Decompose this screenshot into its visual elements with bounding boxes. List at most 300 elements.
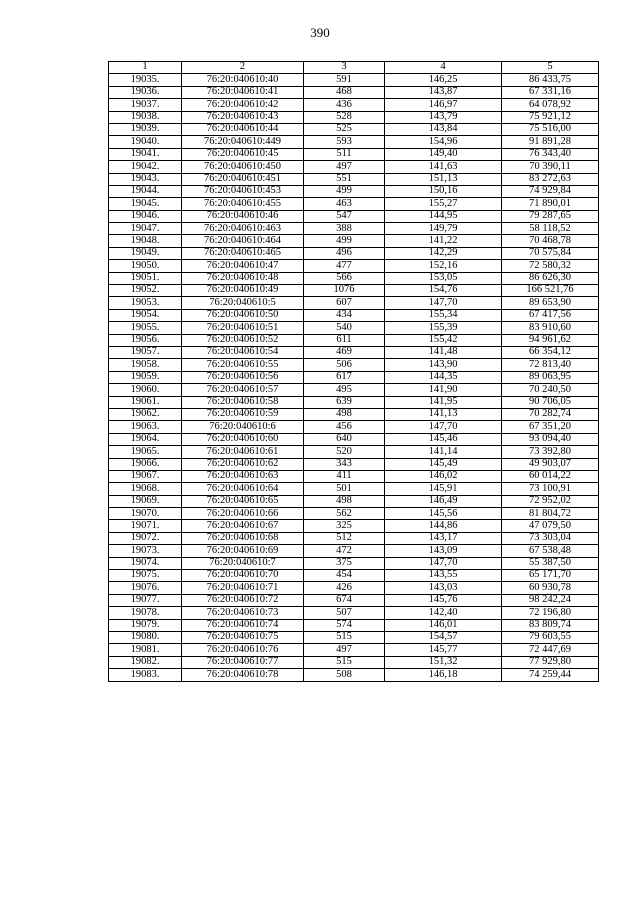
- rate-cell: 151,13: [385, 173, 502, 185]
- cadastral-number-cell: 76:20:040610:453: [182, 185, 304, 197]
- area-cell: 639: [304, 396, 385, 408]
- cadastral-number-cell: 76:20:040610:455: [182, 198, 304, 210]
- table-row: [109, 644, 599, 656]
- rate-cell: 155,27: [385, 198, 502, 210]
- table-row: [109, 520, 599, 532]
- value-cell: 70 390,11: [502, 161, 599, 173]
- rate-cell: 141,48: [385, 346, 502, 358]
- rate-cell: 152,16: [385, 260, 502, 272]
- row-number-cell: 19074.: [109, 557, 182, 569]
- cadastral-number-cell: 76:20:040610:77: [182, 656, 304, 668]
- table-row: [109, 334, 599, 346]
- row-number-cell: 19035.: [109, 74, 182, 86]
- cadastral-number-cell: 76:20:040610:64: [182, 483, 304, 495]
- column-header: 3: [304, 62, 385, 74]
- cadastral-number-cell: 76:20:040610:61: [182, 446, 304, 458]
- area-cell: 515: [304, 631, 385, 643]
- cadastral-number-cell: 76:20:040610:60: [182, 433, 304, 445]
- row-number-cell: 19055.: [109, 322, 182, 334]
- table-row: [109, 656, 599, 668]
- row-number-cell: 19080.: [109, 631, 182, 643]
- value-cell: 83 272,63: [502, 173, 599, 185]
- table-row: [109, 285, 599, 297]
- rate-cell: 154,57: [385, 631, 502, 643]
- area-cell: 456: [304, 421, 385, 433]
- rate-cell: 147,70: [385, 421, 502, 433]
- table-row: [109, 173, 599, 185]
- table-row: [109, 607, 599, 619]
- cadastral-number-cell: 76:20:040610:72: [182, 594, 304, 606]
- rate-cell: 146,01: [385, 619, 502, 631]
- cadastral-number-cell: 76:20:040610:58: [182, 396, 304, 408]
- value-cell: 72 196,80: [502, 607, 599, 619]
- value-cell: 73 303,04: [502, 532, 599, 544]
- value-cell: 72 813,40: [502, 359, 599, 371]
- value-cell: 55 387,50: [502, 557, 599, 569]
- value-cell: 49 903,07: [502, 458, 599, 470]
- value-cell: 81 804,72: [502, 508, 599, 520]
- table-row: [109, 297, 599, 309]
- rate-cell: 150,16: [385, 185, 502, 197]
- value-cell: 89 063,95: [502, 371, 599, 383]
- table-row: [109, 631, 599, 643]
- row-number-cell: 19076.: [109, 582, 182, 594]
- area-cell: 469: [304, 346, 385, 358]
- rate-cell: 141,22: [385, 235, 502, 247]
- table-row: [109, 74, 599, 86]
- table-row: [109, 495, 599, 507]
- value-cell: 83 910,60: [502, 322, 599, 334]
- rate-cell: 143,84: [385, 123, 502, 135]
- area-cell: 499: [304, 235, 385, 247]
- table-row: [109, 433, 599, 445]
- rate-cell: 154,96: [385, 136, 502, 148]
- cadastral-number-cell: 76:20:040610:45: [182, 148, 304, 160]
- area-cell: 593: [304, 136, 385, 148]
- table-row: [109, 470, 599, 482]
- value-cell: 79 287,65: [502, 210, 599, 222]
- row-number-cell: 19072.: [109, 532, 182, 544]
- table-row: [109, 508, 599, 520]
- row-number-cell: 19044.: [109, 185, 182, 197]
- area-cell: 497: [304, 644, 385, 656]
- rate-cell: 154,76: [385, 285, 502, 297]
- row-number-cell: 19056.: [109, 334, 182, 346]
- row-number-cell: 19048.: [109, 235, 182, 247]
- cadastral-number-cell: 76:20:040610:70: [182, 570, 304, 582]
- row-number-cell: 19041.: [109, 148, 182, 160]
- area-cell: 562: [304, 508, 385, 520]
- row-number-cell: 19064.: [109, 433, 182, 445]
- table-row: [109, 570, 599, 582]
- row-number-cell: 19070.: [109, 508, 182, 520]
- row-number-cell: 19057.: [109, 346, 182, 358]
- value-cell: 67 351,20: [502, 421, 599, 433]
- rate-cell: 143,90: [385, 359, 502, 371]
- value-cell: 67 331,16: [502, 86, 599, 98]
- column-header: 5: [502, 62, 599, 74]
- rate-cell: 143,87: [385, 86, 502, 98]
- row-number-cell: 19037.: [109, 99, 182, 111]
- table-row: [109, 272, 599, 284]
- value-cell: 90 706,05: [502, 396, 599, 408]
- value-cell: 65 171,70: [502, 570, 599, 582]
- rate-cell: 144,95: [385, 210, 502, 222]
- rate-cell: 143,79: [385, 111, 502, 123]
- rate-cell: 153,05: [385, 272, 502, 284]
- table-row: [109, 359, 599, 371]
- table-row: [109, 483, 599, 495]
- value-cell: 86 626,30: [502, 272, 599, 284]
- area-cell: 477: [304, 260, 385, 272]
- cadastral-number-cell: 76:20:040610:74: [182, 619, 304, 631]
- table-row: [109, 123, 599, 135]
- rate-cell: 145,77: [385, 644, 502, 656]
- data-table: [108, 61, 599, 682]
- area-cell: 528: [304, 111, 385, 123]
- value-cell: 94 961,62: [502, 334, 599, 346]
- cadastral-number-cell: 76:20:040610:75: [182, 631, 304, 643]
- table-row: [109, 396, 599, 408]
- table-row: [109, 619, 599, 631]
- column-header: 4: [385, 62, 502, 74]
- table-row: [109, 582, 599, 594]
- cadastral-number-cell: 76:20:040610:47: [182, 260, 304, 272]
- cadastral-number-cell: 76:20:040610:71: [182, 582, 304, 594]
- cadastral-number-cell: 76:20:040610:6: [182, 421, 304, 433]
- row-number-cell: 19038.: [109, 111, 182, 123]
- rate-cell: 143,03: [385, 582, 502, 594]
- table-row: [109, 371, 599, 383]
- cadastral-number-cell: 76:20:040610:40: [182, 74, 304, 86]
- area-cell: 411: [304, 470, 385, 482]
- area-cell: 498: [304, 495, 385, 507]
- value-cell: 166 521,76: [502, 285, 599, 297]
- value-cell: 72 447,69: [502, 644, 599, 656]
- rate-cell: 146,49: [385, 495, 502, 507]
- table-row: [109, 99, 599, 111]
- cadastral-number-cell: 76:20:040610:5: [182, 297, 304, 309]
- rate-cell: 143,55: [385, 570, 502, 582]
- cadastral-number-cell: 76:20:040610:56: [182, 371, 304, 383]
- value-cell: 79 603,55: [502, 631, 599, 643]
- value-cell: 72 952,02: [502, 495, 599, 507]
- cadastral-number-cell: 76:20:040610:49: [182, 285, 304, 297]
- row-number-cell: 19053.: [109, 297, 182, 309]
- rate-cell: 145,76: [385, 594, 502, 606]
- row-number-cell: 19071.: [109, 520, 182, 532]
- table-row: [109, 408, 599, 420]
- row-number-cell: 19045.: [109, 198, 182, 210]
- area-cell: 607: [304, 297, 385, 309]
- area-cell: 501: [304, 483, 385, 495]
- area-cell: 495: [304, 384, 385, 396]
- row-number-cell: 19058.: [109, 359, 182, 371]
- row-number-cell: 19036.: [109, 86, 182, 98]
- value-cell: 74 259,44: [502, 669, 599, 681]
- rate-cell: 145,46: [385, 433, 502, 445]
- rate-cell: 146,18: [385, 669, 502, 681]
- rate-cell: 141,63: [385, 161, 502, 173]
- cadastral-number-cell: 76:20:040610:41: [182, 86, 304, 98]
- area-cell: 388: [304, 223, 385, 235]
- row-number-cell: 19050.: [109, 260, 182, 272]
- row-number-cell: 19067.: [109, 470, 182, 482]
- cadastral-number-cell: 76:20:040610:63: [182, 470, 304, 482]
- area-cell: 512: [304, 532, 385, 544]
- rate-cell: 142,29: [385, 247, 502, 259]
- rate-cell: 146,97: [385, 99, 502, 111]
- value-cell: 70 282,74: [502, 408, 599, 420]
- row-number-cell: 19061.: [109, 396, 182, 408]
- area-cell: 463: [304, 198, 385, 210]
- rate-cell: 145,56: [385, 508, 502, 520]
- cadastral-number-cell: 76:20:040610:68: [182, 532, 304, 544]
- row-number-cell: 19039.: [109, 123, 182, 135]
- cadastral-number-cell: 76:20:040610:50: [182, 309, 304, 321]
- table-row: [109, 148, 599, 160]
- rate-cell: 142,40: [385, 607, 502, 619]
- cadastral-number-cell: 76:20:040610:66: [182, 508, 304, 520]
- area-cell: 434: [304, 309, 385, 321]
- value-cell: 67 417,56: [502, 309, 599, 321]
- value-cell: 73 100,91: [502, 483, 599, 495]
- value-cell: 67 538,48: [502, 545, 599, 557]
- table-row: [109, 557, 599, 569]
- value-cell: 71 890,01: [502, 198, 599, 210]
- row-number-cell: 19047.: [109, 223, 182, 235]
- rate-cell: 146,02: [385, 470, 502, 482]
- rate-cell: 155,39: [385, 322, 502, 334]
- row-number-cell: 19054.: [109, 309, 182, 321]
- value-cell: 77 929,80: [502, 656, 599, 668]
- table-row: [109, 210, 599, 222]
- area-cell: 426: [304, 582, 385, 594]
- area-cell: 508: [304, 669, 385, 681]
- rate-cell: 141,13: [385, 408, 502, 420]
- row-number-cell: 19040.: [109, 136, 182, 148]
- rate-cell: 141,95: [385, 396, 502, 408]
- rate-cell: 149,40: [385, 148, 502, 160]
- row-number-cell: 19060.: [109, 384, 182, 396]
- table-row: [109, 86, 599, 98]
- row-number-cell: 19078.: [109, 607, 182, 619]
- value-cell: 75 516,00: [502, 123, 599, 135]
- value-cell: 73 392,80: [502, 446, 599, 458]
- table-row: [109, 384, 599, 396]
- table-row: [109, 260, 599, 272]
- value-cell: 86 433,75: [502, 74, 599, 86]
- table-row: [109, 446, 599, 458]
- cadastral-number-cell: 76:20:040610:451: [182, 173, 304, 185]
- cadastral-number-cell: 76:20:040610:69: [182, 545, 304, 557]
- cadastral-number-cell: 76:20:040610:76: [182, 644, 304, 656]
- table-row: [109, 309, 599, 321]
- cadastral-number-cell: 76:20:040610:78: [182, 669, 304, 681]
- area-cell: 506: [304, 359, 385, 371]
- area-cell: 511: [304, 148, 385, 160]
- row-number-cell: 19051.: [109, 272, 182, 284]
- cadastral-number-cell: 76:20:040610:449: [182, 136, 304, 148]
- row-number-cell: 19046.: [109, 210, 182, 222]
- cadastral-number-cell: 76:20:040610:46: [182, 210, 304, 222]
- table-row: [109, 198, 599, 210]
- cadastral-number-cell: 76:20:040610:51: [182, 322, 304, 334]
- area-cell: 496: [304, 247, 385, 259]
- rate-cell: 147,70: [385, 297, 502, 309]
- area-cell: 375: [304, 557, 385, 569]
- cadastral-number-cell: 76:20:040610:463: [182, 223, 304, 235]
- value-cell: 91 891,28: [502, 136, 599, 148]
- table-row: [109, 458, 599, 470]
- value-cell: 75 921,12: [502, 111, 599, 123]
- area-cell: 540: [304, 322, 385, 334]
- row-number-cell: 19059.: [109, 371, 182, 383]
- value-cell: 70 575,84: [502, 247, 599, 259]
- cadastral-number-cell: 76:20:040610:44: [182, 123, 304, 135]
- row-number-cell: 19043.: [109, 173, 182, 185]
- area-cell: 498: [304, 408, 385, 420]
- table-body: [109, 74, 599, 681]
- cadastral-number-cell: 76:20:040610:57: [182, 384, 304, 396]
- table-row: [109, 161, 599, 173]
- area-cell: 617: [304, 371, 385, 383]
- area-cell: 515: [304, 656, 385, 668]
- row-number-cell: 19075.: [109, 570, 182, 582]
- rate-cell: 155,42: [385, 334, 502, 346]
- table-row: [109, 346, 599, 358]
- cadastral-number-cell: 76:20:040610:52: [182, 334, 304, 346]
- value-cell: 70 468,78: [502, 235, 599, 247]
- table-row: [109, 532, 599, 544]
- value-cell: 70 240,50: [502, 384, 599, 396]
- value-cell: 60 930,78: [502, 582, 599, 594]
- row-number-cell: 19063.: [109, 421, 182, 433]
- area-cell: 525: [304, 123, 385, 135]
- value-cell: 47 079,50: [502, 520, 599, 532]
- value-cell: 64 078,92: [502, 99, 599, 111]
- cadastral-number-cell: 76:20:040610:7: [182, 557, 304, 569]
- table-row: [109, 136, 599, 148]
- table-row: [109, 111, 599, 123]
- rate-cell: 155,34: [385, 309, 502, 321]
- value-cell: 72 580,32: [502, 260, 599, 272]
- value-cell: 60 014,22: [502, 470, 599, 482]
- area-cell: 499: [304, 185, 385, 197]
- rate-cell: 145,49: [385, 458, 502, 470]
- cadastral-number-cell: 76:20:040610:465: [182, 247, 304, 259]
- value-cell: 98 242,24: [502, 594, 599, 606]
- table-row: [109, 669, 599, 681]
- row-number-cell: 19062.: [109, 408, 182, 420]
- rate-cell: 143,09: [385, 545, 502, 557]
- row-number-cell: 19079.: [109, 619, 182, 631]
- cadastral-number-cell: 76:20:040610:65: [182, 495, 304, 507]
- cadastral-number-cell: 76:20:040610:55: [182, 359, 304, 371]
- row-number-cell: 19083.: [109, 669, 182, 681]
- column-header: 2: [182, 62, 304, 74]
- table-row: [109, 235, 599, 247]
- rate-cell: 151,32: [385, 656, 502, 668]
- area-cell: 507: [304, 607, 385, 619]
- area-cell: 436: [304, 99, 385, 111]
- cadastral-number-cell: 76:20:040610:48: [182, 272, 304, 284]
- table-row: [109, 545, 599, 557]
- area-cell: 1076: [304, 285, 385, 297]
- table-row: [109, 322, 599, 334]
- rate-cell: 144,86: [385, 520, 502, 532]
- row-number-cell: 19082.: [109, 656, 182, 668]
- row-number-cell: 19077.: [109, 594, 182, 606]
- table-row: [109, 223, 599, 235]
- cadastral-number-cell: 76:20:040610:59: [182, 408, 304, 420]
- area-cell: 674: [304, 594, 385, 606]
- value-cell: 93 094,40: [502, 433, 599, 445]
- rate-cell: 143,17: [385, 532, 502, 544]
- table-row: [109, 247, 599, 259]
- area-cell: 566: [304, 272, 385, 284]
- row-number-cell: 19049.: [109, 247, 182, 259]
- rate-cell: 144,35: [385, 371, 502, 383]
- cadastral-number-cell: 76:20:040610:464: [182, 235, 304, 247]
- area-cell: 454: [304, 570, 385, 582]
- rate-cell: 149,79: [385, 223, 502, 235]
- area-cell: 611: [304, 334, 385, 346]
- cadastral-number-cell: 76:20:040610:54: [182, 346, 304, 358]
- area-cell: 640: [304, 433, 385, 445]
- area-cell: 472: [304, 545, 385, 557]
- row-number-cell: 19052.: [109, 285, 182, 297]
- table-row: [109, 185, 599, 197]
- value-cell: 66 354,12: [502, 346, 599, 358]
- area-cell: 547: [304, 210, 385, 222]
- rate-cell: 141,14: [385, 446, 502, 458]
- value-cell: 76 343,40: [502, 148, 599, 160]
- row-number-cell: 19068.: [109, 483, 182, 495]
- area-cell: 574: [304, 619, 385, 631]
- row-number-cell: 19066.: [109, 458, 182, 470]
- cadastral-number-cell: 76:20:040610:67: [182, 520, 304, 532]
- rate-cell: 147,70: [385, 557, 502, 569]
- rate-cell: 146,25: [385, 74, 502, 86]
- rate-cell: 141,90: [385, 384, 502, 396]
- cadastral-number-cell: 76:20:040610:42: [182, 99, 304, 111]
- area-cell: 325: [304, 520, 385, 532]
- table-row: [109, 421, 599, 433]
- area-cell: 497: [304, 161, 385, 173]
- value-cell: 74 929,84: [502, 185, 599, 197]
- row-number-cell: 19065.: [109, 446, 182, 458]
- value-cell: 83 809,74: [502, 619, 599, 631]
- area-cell: 591: [304, 74, 385, 86]
- row-number-cell: 19073.: [109, 545, 182, 557]
- area-cell: 551: [304, 173, 385, 185]
- cadastral-number-cell: 76:20:040610:43: [182, 111, 304, 123]
- row-number-cell: 19069.: [109, 495, 182, 507]
- value-cell: 58 118,52: [502, 223, 599, 235]
- cadastral-number-cell: 76:20:040610:62: [182, 458, 304, 470]
- page-number: 390: [310, 25, 330, 40]
- area-cell: 520: [304, 446, 385, 458]
- cadastral-number-cell: 76:20:040610:73: [182, 607, 304, 619]
- cadastral-number-cell: 76:20:040610:450: [182, 161, 304, 173]
- table-row: [109, 594, 599, 606]
- row-number-cell: 19081.: [109, 644, 182, 656]
- row-number-cell: 19042.: [109, 161, 182, 173]
- area-cell: 468: [304, 86, 385, 98]
- value-cell: 89 653,90: [502, 297, 599, 309]
- table-header-row: [109, 62, 599, 74]
